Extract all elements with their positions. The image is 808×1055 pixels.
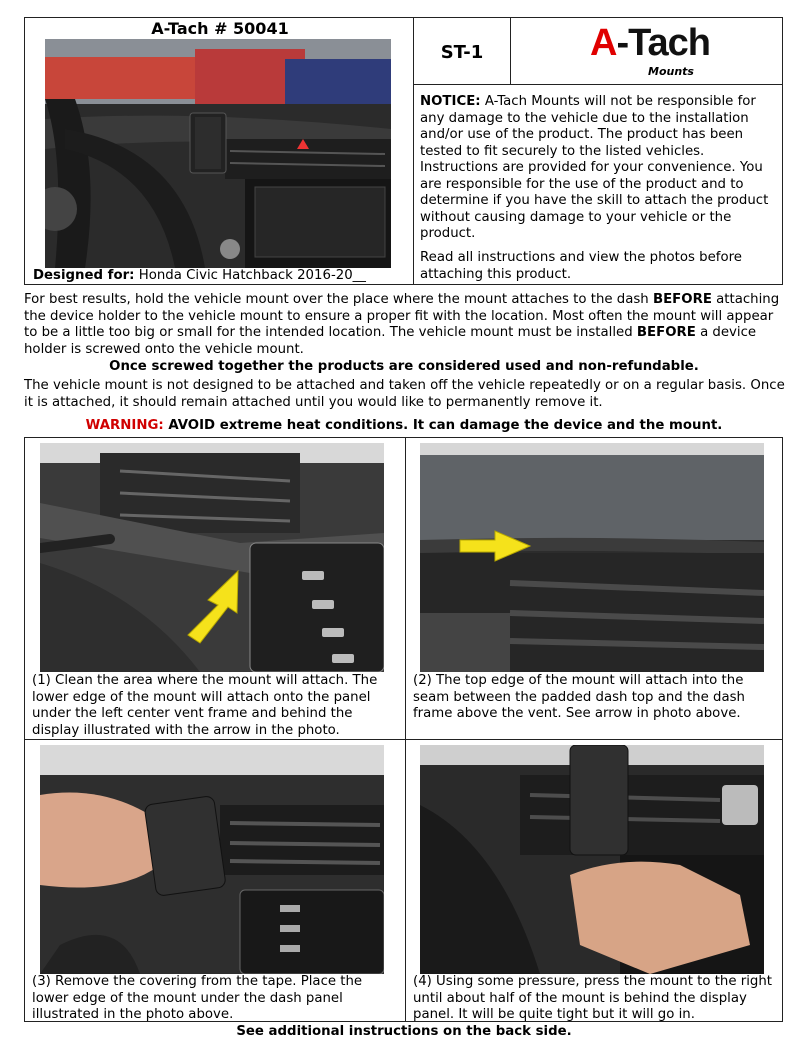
step-4-photo xyxy=(420,745,764,974)
step-3-illustration xyxy=(40,745,384,974)
designed-for xyxy=(33,268,408,284)
step-1-caption: (1) Clean the area where the mount will attach. The lower edge of the mount will attach onto the panel under the left center vent frame and behind the display illustrated with the arrow in the photo. xyxy=(32,673,378,738)
intro-paragraph-1 xyxy=(24,292,786,358)
step-4-caption: (4) Using some pressure, press the mount to the right until about half of the mount is behind the display panel. It will be quite tight but it will go in. xyxy=(413,974,772,1022)
warning-line xyxy=(24,418,784,434)
header-photo xyxy=(45,39,391,268)
step-3-caption: (3) Remove the covering from the tape. Place the lower edge of the mount under the dash panel illustrated in the photo above. xyxy=(32,974,363,1022)
warning-text: AVOID extreme heat conditions. It can damage the device and the mount. xyxy=(168,418,723,433)
dashboard-illustration xyxy=(45,39,391,268)
designed-for-value: Honda Civic Hatchback 2016-20__ xyxy=(138,268,366,283)
intro-before-2: BEFORE xyxy=(636,325,696,340)
notice-label: NOTICE: xyxy=(420,94,481,109)
footer-note: See additional instructions on the back side. xyxy=(236,1024,572,1039)
part-number: A-Tach # 50041 xyxy=(151,19,289,38)
intro-paragraph-2: The vehicle mount is not designed to be attached and taken off the vehicle repeatedly or on a regular basis. Once it is attached, it should remain attached until you would like to permanently remove it. xyxy=(24,378,785,410)
intro-text-c: a device holder is screwed onto the vehicle mount. xyxy=(24,325,757,357)
brand-logo-wordmark xyxy=(590,22,780,64)
brand-logo-sub: Mounts xyxy=(648,65,694,78)
intro-before-1: BEFORE xyxy=(652,292,712,307)
step-1-illustration xyxy=(40,443,384,672)
step-3-photo xyxy=(40,745,384,974)
read-instructions: Read all instructions and view the photos before attaching this product. xyxy=(420,250,742,282)
step-4-illustration xyxy=(420,745,764,974)
step-2-illustration xyxy=(420,443,764,672)
header-divider-horizontal xyxy=(413,84,783,85)
notice-body: A-Tach Mounts will not be responsible for any damage to the vehicle due to the installation and/or use of the product. The product has been tested to fit securely to the listed vehicles. Instructions are provided for your convenience. You are responsible for the use of the product and to determine if you have the skill to attach the product without causing damage to your vehicle or the product. xyxy=(420,94,769,241)
step-2-caption: (2) The top edge of the mount will attach into the seam between the padded dash top and the dash frame above the vent. See arrow in photo above. xyxy=(413,673,745,721)
notice-text xyxy=(420,94,778,243)
screwed-note: Once screwed together the products are considered used and non-refundable. xyxy=(109,359,699,374)
designed-for-label: Designed for: xyxy=(33,268,135,283)
code-divider xyxy=(510,17,511,85)
brand-logo-a: A xyxy=(590,22,617,64)
step-2-photo xyxy=(420,443,764,672)
step-1-photo xyxy=(40,443,384,672)
intro-text-a: For best results, hold the vehicle mount over the place where the mount attaches to the dash xyxy=(24,292,649,307)
intro-text-b: attaching the device holder to the vehicle mount to ensure a proper fit with the location. Most often the mount will appear to be a little too big or small for the intended location. The vehicle mount must be installed xyxy=(24,292,780,340)
steps-divider-horizontal xyxy=(24,739,783,740)
product-code: ST-1 xyxy=(440,42,484,63)
steps-divider-vertical xyxy=(405,437,406,1022)
brand-logo-tach: -Tach xyxy=(616,22,710,64)
brand-logo xyxy=(590,22,780,82)
warning-label: WARNING: xyxy=(85,418,164,433)
